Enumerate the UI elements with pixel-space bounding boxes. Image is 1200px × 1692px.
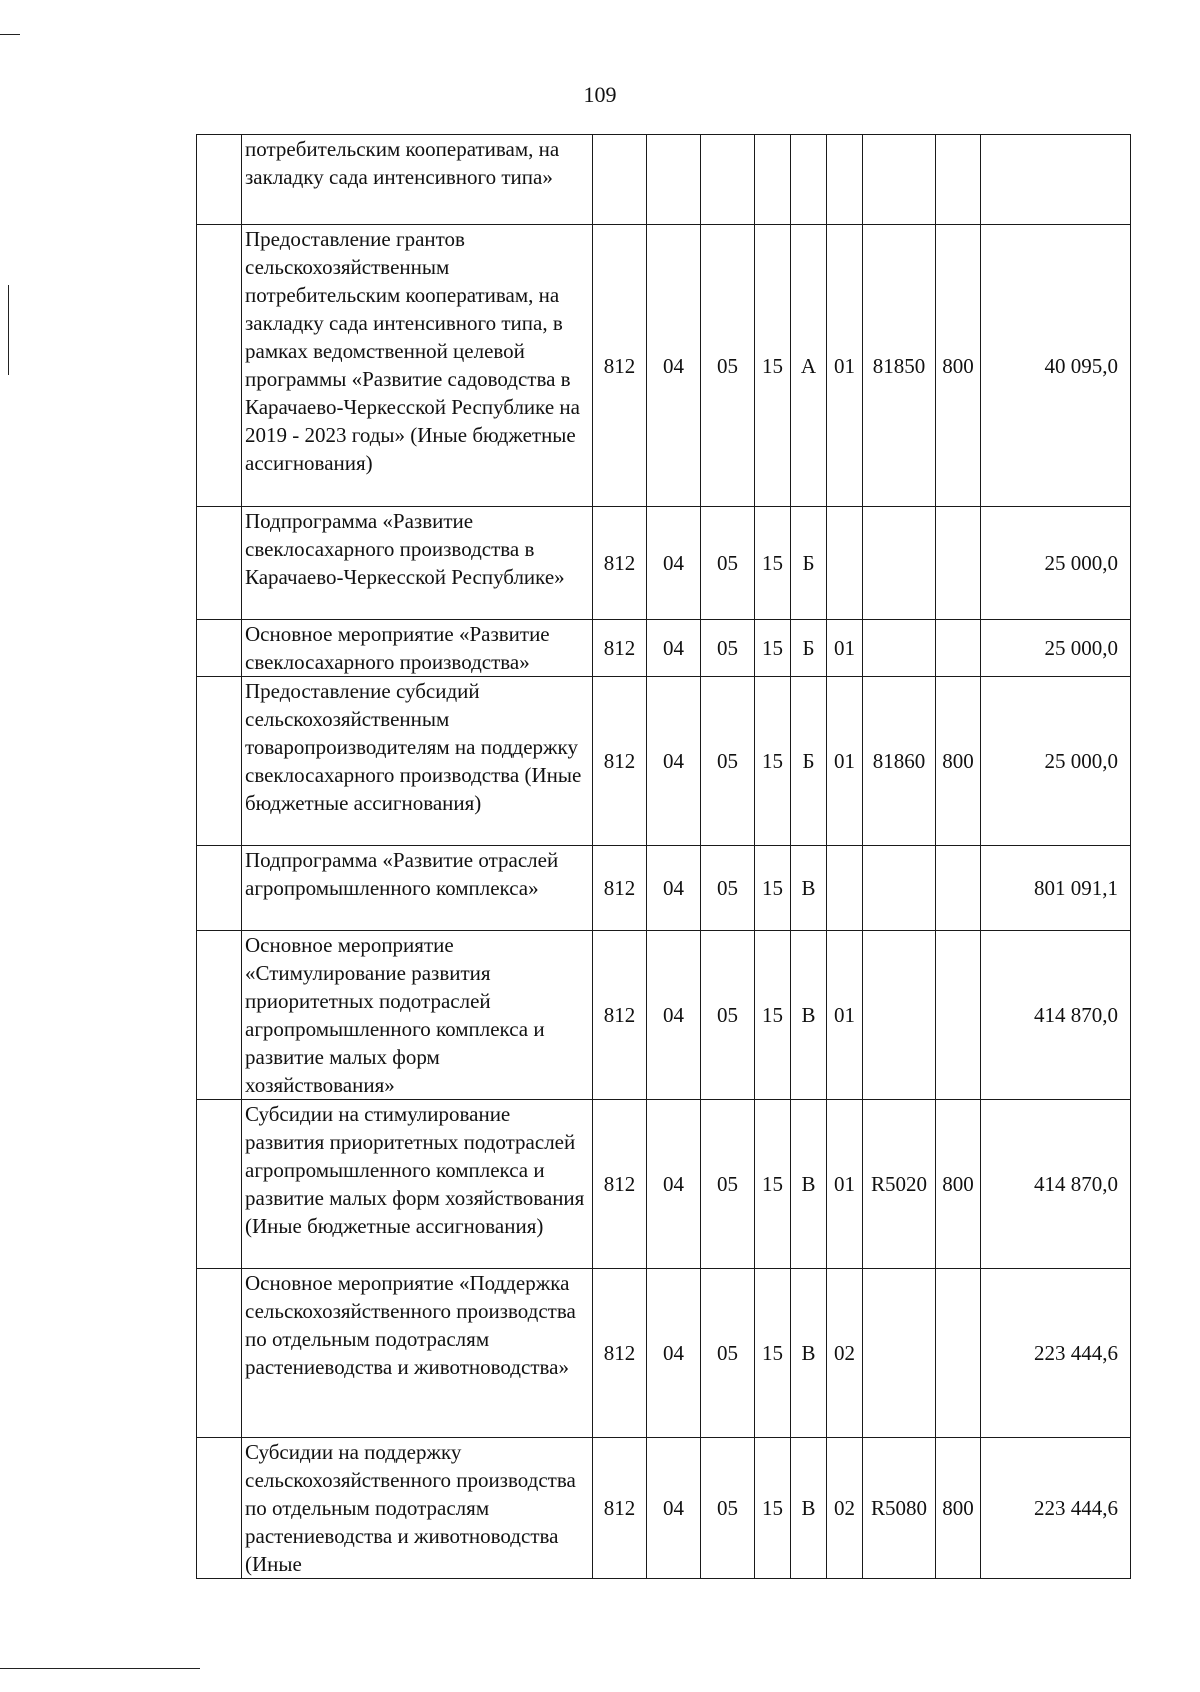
section-code-cell: 04 [647, 507, 701, 620]
subsection-code-cell: 05 [701, 1269, 755, 1438]
section-code-cell: 04 [647, 1100, 701, 1269]
event-code-cell: 01 [827, 225, 863, 507]
table-row [197, 931, 1131, 1100]
subprogram-code-cell: В [791, 1100, 827, 1269]
amount-cell [981, 135, 1131, 225]
direction-code-cell: 81860 [863, 677, 936, 846]
subsection-code-cell [701, 135, 755, 225]
event-code-cell: 01 [827, 620, 863, 677]
section-code-cell: 04 [647, 1269, 701, 1438]
item-name-cell: Субсидии на стимулирование развития приоритетных подотраслей агропромышленного комплекса и развитие малых форм хозяйствования (Иные бюджетные ассигнования) [242, 1100, 593, 1269]
expense-type-code-cell [936, 931, 981, 1100]
table-row [197, 1438, 1131, 1579]
row-number-cell [197, 620, 242, 677]
scan-edge-mark-top [0, 34, 20, 35]
subsection-code-cell: 05 [701, 620, 755, 677]
row-number-cell [197, 135, 242, 225]
expense-type-code-cell [936, 135, 981, 225]
program-code-cell: 15 [755, 1269, 791, 1438]
table-row [197, 846, 1131, 931]
item-name-cell: Предоставление субсидий сельскохозяйственным товаропроизводителям на поддержку свеклосахарного производства (Иные бюджетные ассигнования) [242, 677, 593, 846]
item-name-cell: Основное мероприятие «Стимулирование развития приоритетных подотраслей агропромышленного комплекса и развитие малых форм хозяйствования» [242, 931, 593, 1100]
subprogram-code-cell: А [791, 225, 827, 507]
direction-code-cell: R5080 [863, 1438, 936, 1579]
event-code-cell [827, 846, 863, 931]
item-name-cell: потребительским кооперативам, на закладку сада интенсивного типа» [242, 135, 593, 225]
subprogram-code-cell: В [791, 846, 827, 931]
section-code-cell: 04 [647, 620, 701, 677]
budget-allocation-table [196, 134, 1131, 1579]
program-code-cell: 15 [755, 931, 791, 1100]
table-row [197, 1269, 1131, 1438]
section-code-cell: 04 [647, 1438, 701, 1579]
section-code-cell: 04 [647, 931, 701, 1100]
amount-cell: 223 444,6 [981, 1438, 1131, 1579]
row-number-cell [197, 1100, 242, 1269]
row-number-cell [197, 677, 242, 846]
section-code-cell: 04 [647, 677, 701, 846]
item-name-cell: Основное мероприятие «Поддержка сельскохозяйственного производства по отдельным подотраслям растениеводства и животноводства» [242, 1269, 593, 1438]
amount-cell: 414 870,0 [981, 931, 1131, 1100]
amount-cell: 25 000,0 [981, 620, 1131, 677]
direction-code-cell: 81850 [863, 225, 936, 507]
ministry-code-cell: 812 [593, 225, 647, 507]
subsection-code-cell: 05 [701, 931, 755, 1100]
program-code-cell: 15 [755, 620, 791, 677]
program-code-cell: 15 [755, 225, 791, 507]
table-body [197, 135, 1131, 1579]
event-code-cell [827, 135, 863, 225]
row-number-cell [197, 225, 242, 507]
direction-code-cell [863, 135, 936, 225]
event-code-cell: 01 [827, 677, 863, 846]
ministry-code-cell: 812 [593, 677, 647, 846]
ministry-code-cell: 812 [593, 1438, 647, 1579]
item-name-cell: Предоставление грантов сельскохозяйственным потребительским кооперативам, на закладку сада интенсивного типа, в рамках ведомственной целевой программы «Развитие садоводства в Карачаево-Черкесской Республике на 2019 - 2023 годы» (Иные бюджетные ассигнования) [242, 225, 593, 507]
expense-type-code-cell [936, 507, 981, 620]
amount-cell: 801 091,1 [981, 846, 1131, 931]
subsection-code-cell: 05 [701, 507, 755, 620]
amount-cell: 25 000,0 [981, 507, 1131, 620]
subprogram-code-cell: В [791, 931, 827, 1100]
subprogram-code-cell: В [791, 1269, 827, 1438]
ministry-code-cell: 812 [593, 931, 647, 1100]
event-code-cell [827, 507, 863, 620]
ministry-code-cell: 812 [593, 1100, 647, 1269]
table-row [197, 620, 1131, 677]
item-name-cell: Подпрограмма «Развитие свеклосахарного производства в Карачаево-Черкесской Республике» [242, 507, 593, 620]
page-number: 109 [583, 82, 617, 107]
event-code-cell: 01 [827, 1100, 863, 1269]
subsection-code-cell: 05 [701, 225, 755, 507]
amount-cell: 25 000,0 [981, 677, 1131, 846]
program-code-cell: 15 [755, 1438, 791, 1579]
subsection-code-cell: 05 [701, 846, 755, 931]
table-row [197, 135, 1131, 225]
expense-type-code-cell [936, 846, 981, 931]
amount-cell: 414 870,0 [981, 1100, 1131, 1269]
section-code-cell: 04 [647, 846, 701, 931]
subsection-code-cell: 05 [701, 1100, 755, 1269]
expense-type-code-cell: 800 [936, 1100, 981, 1269]
ministry-code-cell: 812 [593, 846, 647, 931]
ministry-code-cell: 812 [593, 507, 647, 620]
scan-edge-mark-left [8, 285, 9, 375]
table-row [197, 677, 1131, 846]
direction-code-cell [863, 846, 936, 931]
direction-code-cell [863, 620, 936, 677]
subprogram-code-cell: В [791, 1438, 827, 1579]
table-row [197, 225, 1131, 507]
row-number-cell [197, 931, 242, 1100]
subsection-code-cell: 05 [701, 677, 755, 846]
direction-code-cell [863, 931, 936, 1100]
expense-type-code-cell [936, 1269, 981, 1438]
ministry-code-cell: 812 [593, 1269, 647, 1438]
subprogram-code-cell: Б [791, 620, 827, 677]
item-name-cell: Субсидии на поддержку сельскохозяйственного производства по отдельным подотраслям растениеводства и животноводства (Иные [242, 1438, 593, 1579]
direction-code-cell [863, 507, 936, 620]
expense-type-code-cell: 800 [936, 677, 981, 846]
ministry-code-cell [593, 135, 647, 225]
amount-cell: 223 444,6 [981, 1269, 1131, 1438]
program-code-cell: 15 [755, 1100, 791, 1269]
program-code-cell: 15 [755, 846, 791, 931]
table-row [197, 1100, 1131, 1269]
expense-type-code-cell [936, 620, 981, 677]
ministry-code-cell: 812 [593, 620, 647, 677]
item-name-cell: Основное мероприятие «Развитие свеклосахарного производства» [242, 620, 593, 677]
amount-cell: 40 095,0 [981, 225, 1131, 507]
program-code-cell [755, 135, 791, 225]
scan-edge-mark-bottom [0, 1668, 200, 1669]
event-code-cell: 02 [827, 1438, 863, 1579]
table-row [197, 507, 1131, 620]
section-code-cell: 04 [647, 225, 701, 507]
event-code-cell: 02 [827, 1269, 863, 1438]
direction-code-cell [863, 1269, 936, 1438]
direction-code-cell: R5020 [863, 1100, 936, 1269]
program-code-cell: 15 [755, 507, 791, 620]
row-number-cell [197, 1269, 242, 1438]
section-code-cell [647, 135, 701, 225]
row-number-cell [197, 1438, 242, 1579]
expense-type-code-cell: 800 [936, 1438, 981, 1579]
program-code-cell: 15 [755, 677, 791, 846]
subprogram-code-cell: Б [791, 677, 827, 846]
row-number-cell [197, 507, 242, 620]
expense-type-code-cell: 800 [936, 225, 981, 507]
event-code-cell: 01 [827, 931, 863, 1100]
subprogram-code-cell [791, 135, 827, 225]
item-name-cell: Подпрограмма «Развитие отраслей агропромышленного комплекса» [242, 846, 593, 931]
subsection-code-cell: 05 [701, 1438, 755, 1579]
row-number-cell [197, 846, 242, 931]
subprogram-code-cell: Б [791, 507, 827, 620]
